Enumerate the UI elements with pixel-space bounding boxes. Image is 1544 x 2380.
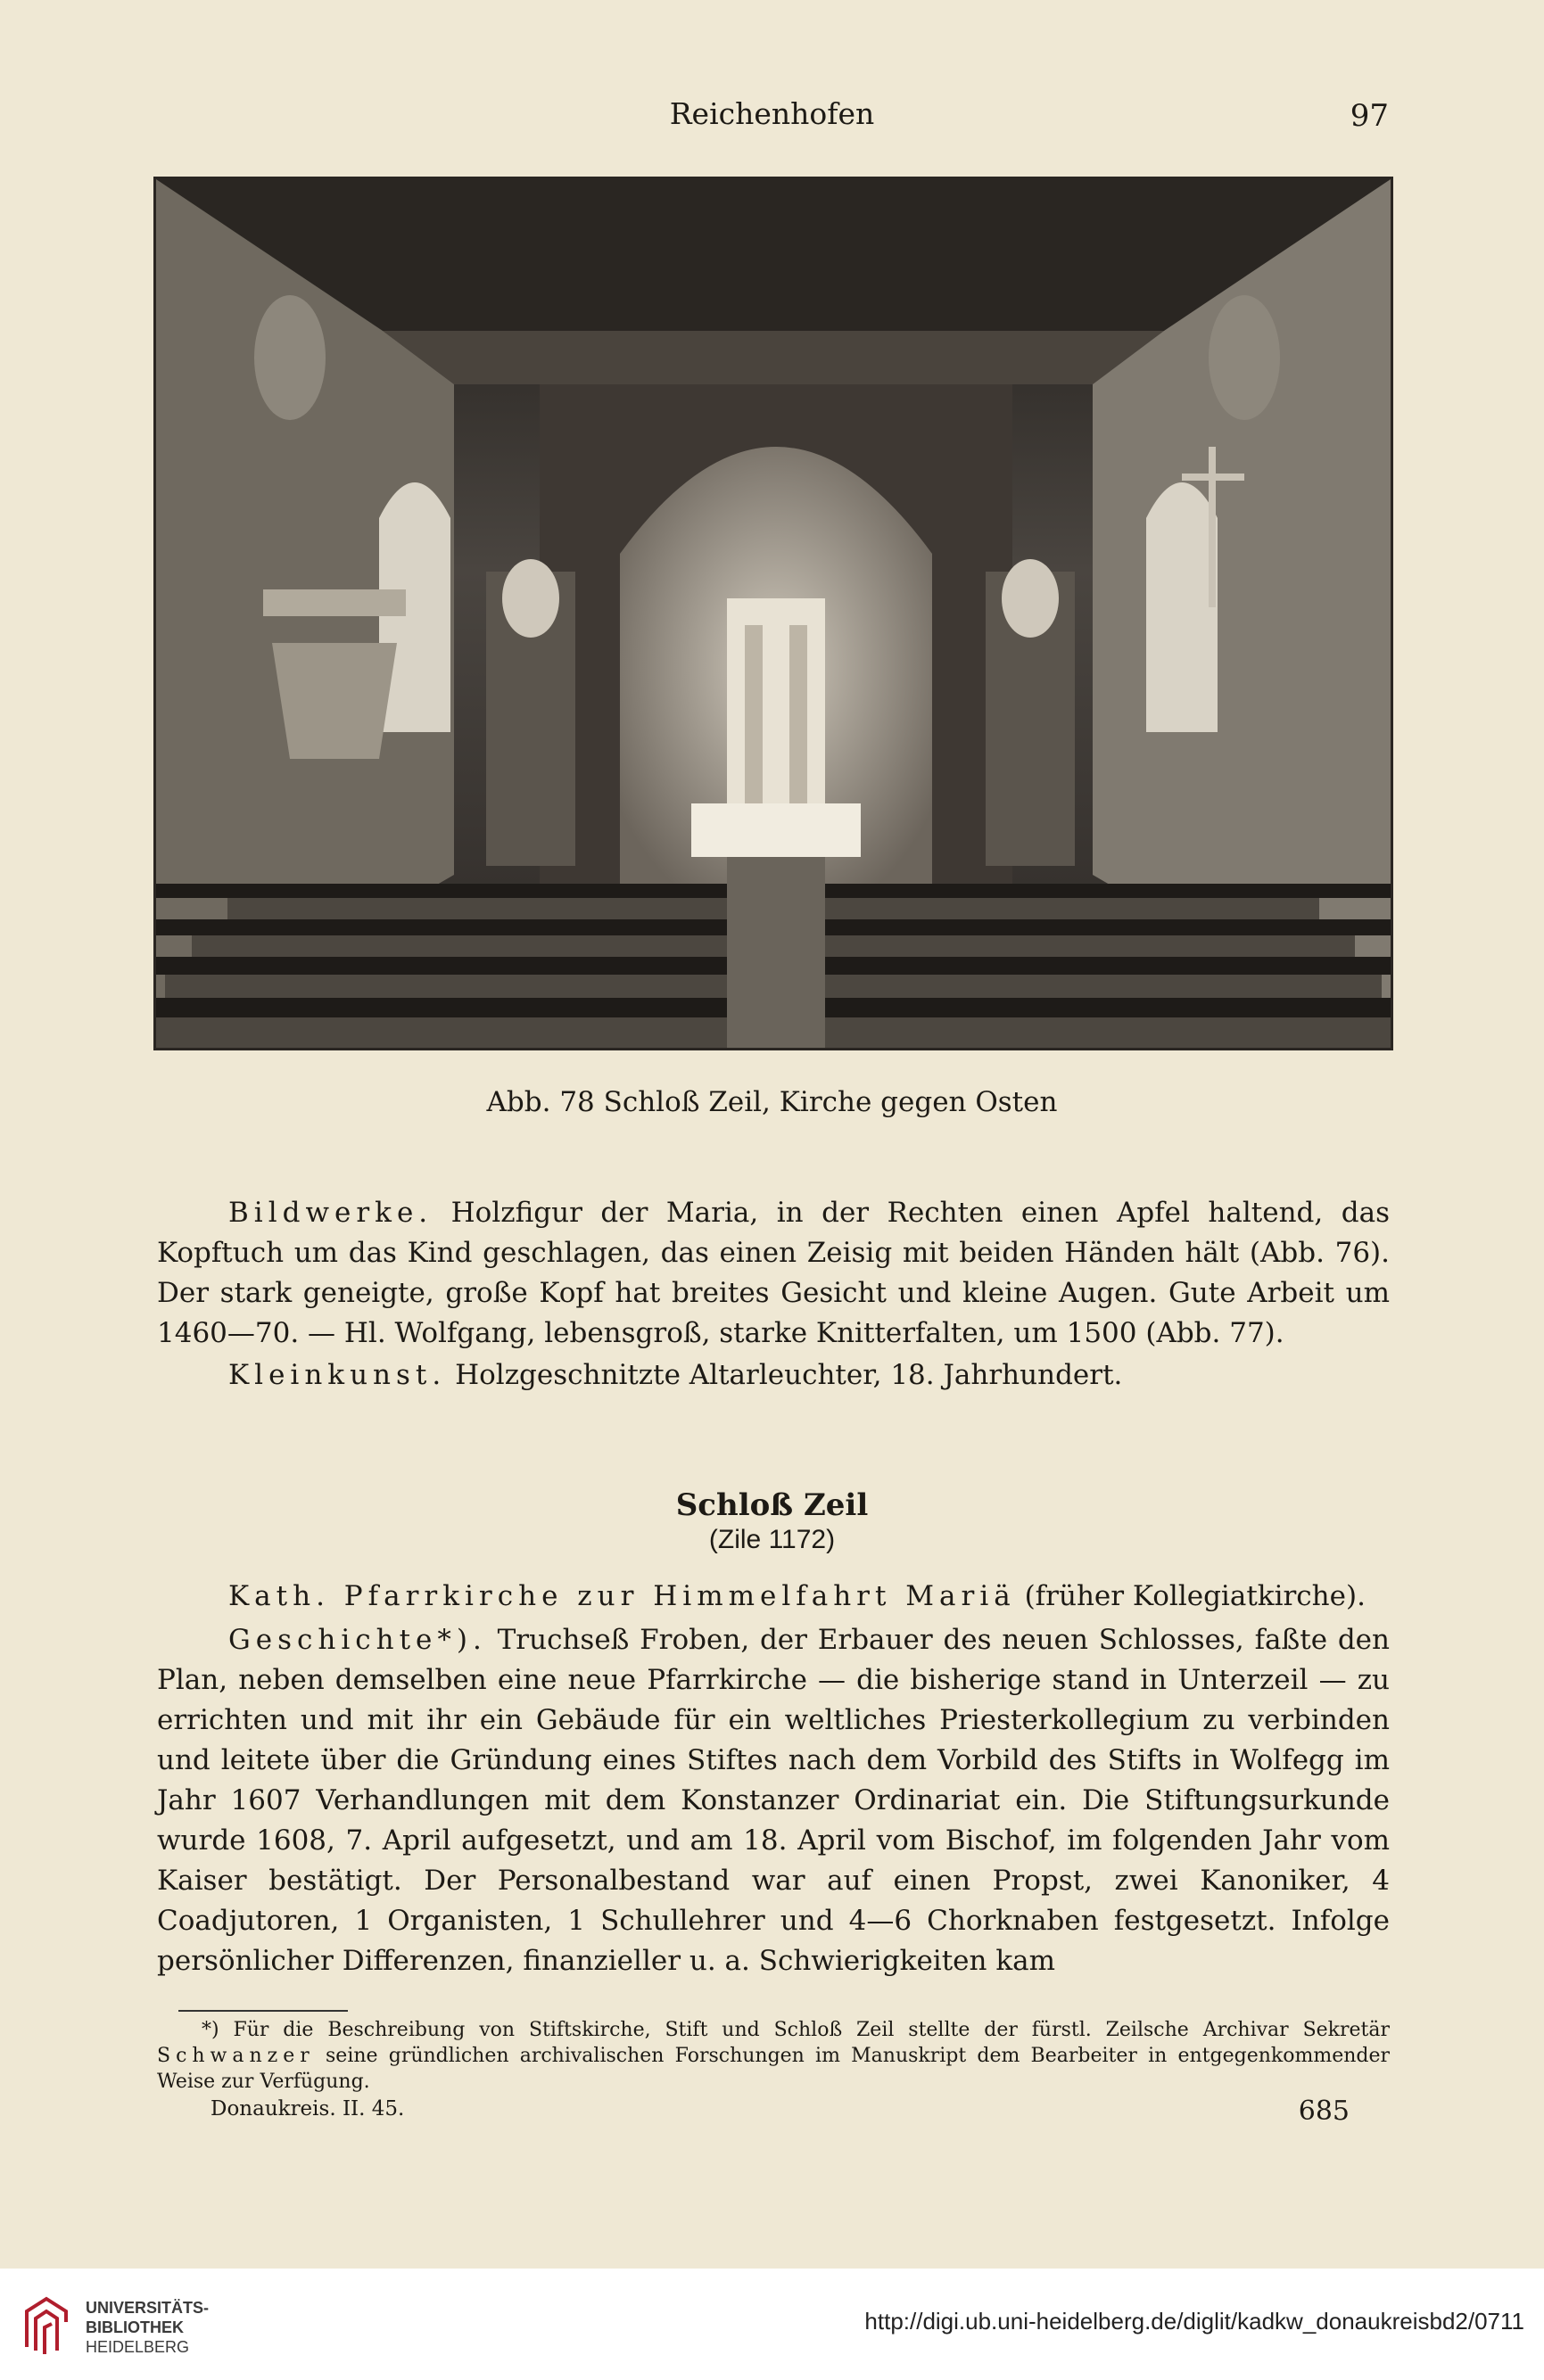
footnote-name: Schwanzer <box>157 2045 315 2067</box>
page-number-top: 97 <box>1350 98 1389 134</box>
paragraph-lead: Kleinkunst. <box>228 1359 447 1391</box>
footnote-text: *) Für die Beschreibung von Stiftskirche, Stift und Schloß Zeil stellte der fürstl. Zeilsche Archivar Sekretär <box>202 2019 1390 2041</box>
paragraph-pfarrkirche <box>157 1577 1390 1617</box>
paragraph-lead: Bildwerke. <box>228 1197 433 1229</box>
library-name-line1: UNIVERSITÄTS- <box>86 2299 210 2317</box>
figure-caption: Abb. 78 Schloß Zeil, Kirche gegen Osten <box>486 1086 1058 1118</box>
paragraph-body: (früher Kollegiatkirche). <box>1015 1580 1366 1612</box>
library-logo-icon <box>20 2295 73 2354</box>
paragraph-lead: Geschichte*). <box>228 1624 487 1656</box>
paragraph-body: Holzgeschnitzte Altarleuchter, 18. Jahrhundert. <box>446 1359 1123 1391</box>
permalink-url[interactable]: http://digi.ub.uni-heidelberg.de/diglit/kadkw_donaukreisbd2/0711 <box>864 2308 1524 2335</box>
paragraph-body: Holzfigur der Maria, in der Rechten einen Apfel haltend, das Kopftuch um das Kind geschlagen, das einen Zeisig mit beiden Händen hält (Abb. 76). Der stark geneigte, große Kopf hat breites Gesicht und kleine Augen. Gute Arbeit um 1460—70. — Hl. Wolfgang, lebensgroß, starke Knitterfalten, um 1500 (Abb. 77). <box>157 1197 1390 1349</box>
printer-signature: Donaukreis. II. 45. <box>211 2097 405 2121</box>
library-name-line3: HEIDELBERG <box>86 2338 190 2356</box>
body-text-top <box>157 1193 1390 1396</box>
running-title: Reichenhofen <box>669 96 875 131</box>
paragraph-bildwerke <box>157 1193 1390 1354</box>
paragraph-geschichte <box>157 1620 1390 1981</box>
paragraph-lead: Kath. Pfarrkirche zur Himmelfahrt Mariä <box>228 1580 1016 1612</box>
library-name <box>86 2298 209 2357</box>
church-interior-photo <box>153 177 1393 1050</box>
footnote <box>157 2017 1390 2095</box>
footnote-text-continued: seine gründlichen archivalischen Forschungen im Manuskript dem Bearbeiter in entgegenkommender Weise zur Verfügung. <box>157 2045 1390 2093</box>
body-text-section <box>157 1577 1390 1981</box>
running-head <box>0 96 1544 141</box>
section-title: Schloß Zeil <box>675 1487 869 1523</box>
footnote-rule <box>178 2010 348 2012</box>
page-number-bottom: 685 <box>1298 2096 1350 2127</box>
paragraph-body: Truchseß Froben, der Erbauer des neuen Schlosses, faßte den Plan, neben demselben eine neue Pfarrkirche — die bisherige stand in Unterzeil — zu errichten und mit ihr ein Gebäude für ein weltliches Priesterkollegium zu verbinden und leitete über die Gründung eines Stiftes nach dem Vorbild des Stifts in Wolfegg im Jahr 1607 Verhandlungen mit dem Konstanzer Ordinariat ein. Die Stiftungsurkunde wurde 1608, 7. April aufgesetzt, und am 18. April vom Bischof, im folgenden Jahr vom Kaiser bestätigt. Der Personalbestand war auf einen Propst, zwei Kanoniker, 4 Coadjutoren, 1 Organisten, 1 Schullehrer und 4—6 Chorknaben festgesetzt. Infolge persönlicher Differenzen, finanzieller u. a. Schwierigkeiten kam <box>157 1624 1390 1977</box>
paragraph-kleinkunst <box>157 1355 1390 1396</box>
library-name-line2: BIBLIOTHEK <box>86 2318 184 2336</box>
section-subtitle: (Zile 1172) <box>708 1525 836 1554</box>
